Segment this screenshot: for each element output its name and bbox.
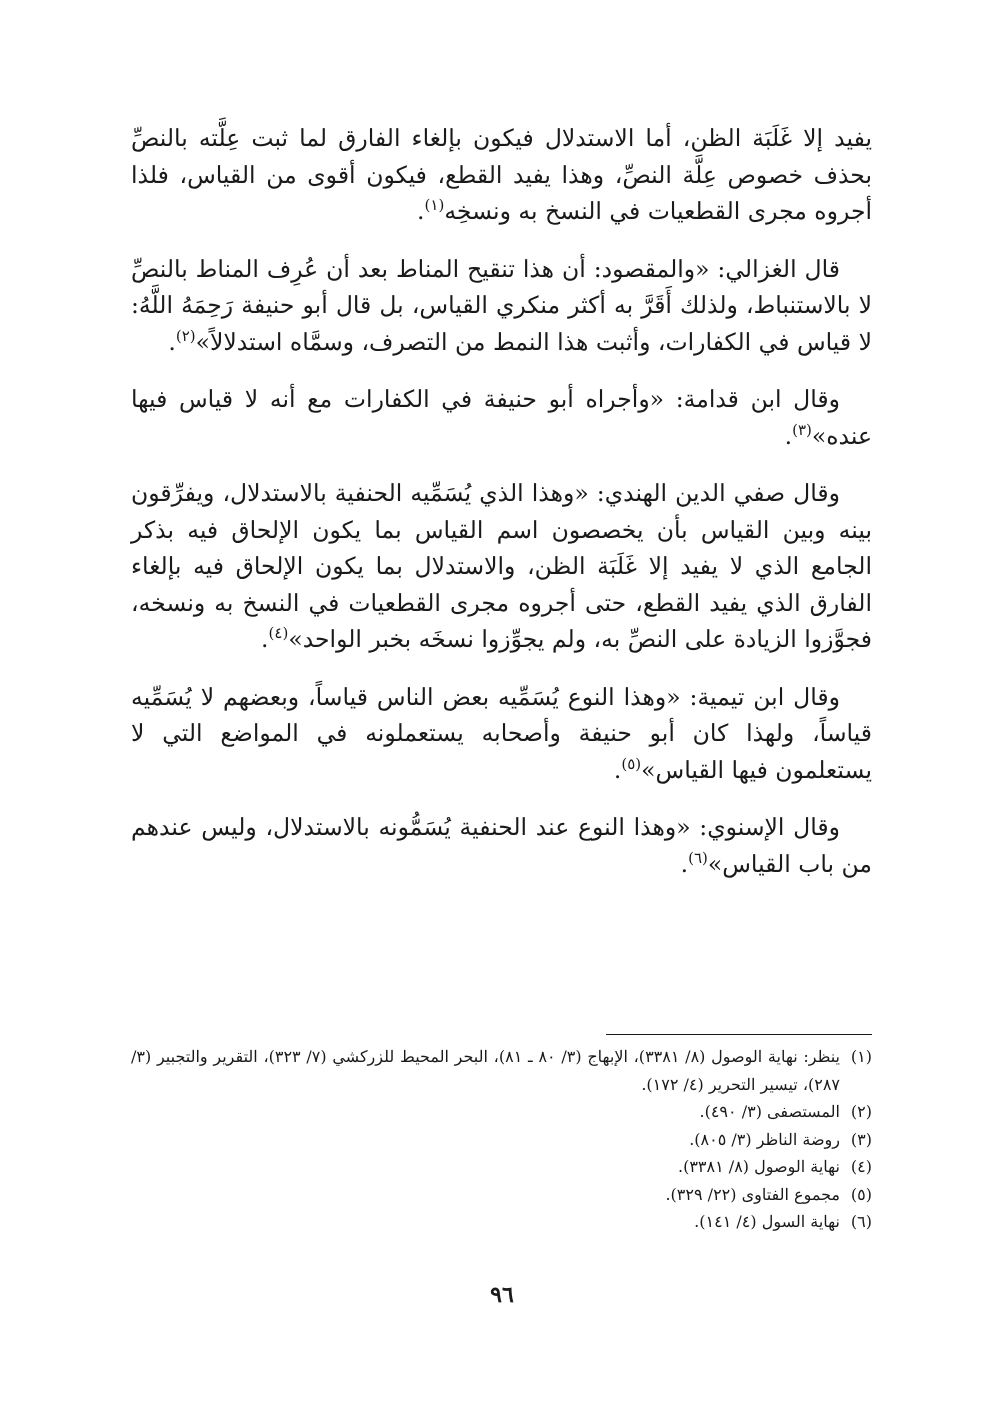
footnote-6 <box>131 1208 872 1236</box>
paragraph-text: وقال صفي الدين الهندي: «وهذا الذي يُسَمِّيه الحنفية بالاستدلال، ويفرِّقون بينه وبين القياس بأن يخصصون اسم القياس بما يكون الإلحاق فيه بذكر الجامع الذي لا يفيد إلا غَلَبَة الظن، والاستدلال بما يكون الإلحاق فيه بإلغاء الفارق الذي يفيد القطع، حتى أجروه مجرى القطعيات في النسخ به ونسخه، فجوَّزوا الزيادة على النصِّ به، ولم يجوِّزوا نسخَه بخبر الواحد» <box>131 479 873 653</box>
paragraph-end-mark: . <box>613 755 622 784</box>
footnote-text: المستصفى (٣/ ٤٩٠). <box>699 1102 840 1121</box>
footnote-number: (٤) <box>850 1157 872 1176</box>
paragraph-text: يفيد إلا غَلَبَة الظن، أما الاستدلال فيكون بإلغاء الفارق لما ثبت عِلَّته بالنصِّ بحذف خصوص عِلَّة النصِّ، وهذا يفيد القطع، فيكون أقوى من القياس، فلذا أجروه مجرى القطعيات في النسخ به ونسخِه <box>131 124 872 225</box>
footnote-reference: (٦) <box>688 848 708 867</box>
paragraph-2 <box>131 251 872 361</box>
paragraph-6 <box>131 809 872 882</box>
footnote-number: (٥) <box>850 1184 872 1204</box>
footnote-3 <box>131 1126 872 1154</box>
footnote-4 <box>131 1153 872 1181</box>
footnote-5 <box>131 1181 872 1209</box>
paragraph-text: وقال ابن قدامة: «وأجراه أبو حنيفة في الكفارات مع أنه لا قياس فيها عنده» <box>131 385 872 450</box>
footnote-1 <box>131 1043 872 1098</box>
footnote-number: (٢) <box>850 1102 872 1121</box>
footnote-text: مجموع الفتاوى (٢٢/ ٣٢٩). <box>665 1184 840 1204</box>
paragraph-text: قال الغزالي: «والمقصود: أن هذا تنقيح المناط بعد أن عُرِف المناط بالنصِّ لا بالاستنباط، ولذلك أَقَرَّ به أكثر منكري القياس، بل قال أبو حنيفة رَحِمَهُ اللَّهُ: لا قياس في الكفارات، وأثبت هذا النمط من التصرف، وسمَّاه استدلالاً» <box>131 254 872 356</box>
paragraph-end-mark: . <box>417 197 425 225</box>
paragraph-end-mark: . <box>261 625 269 653</box>
paragraph-text: وقال ابن تيمية: «وهذا النوع يُسَمِّيه بعض الناس قياساً، وبعضهم لا يُسَمِّيه قياساً، ولهذا كان أبو حنيفة وأصحابه يستعملونه في المواضع التي لا يستعلمون فيها القياس» <box>131 682 872 784</box>
footnote-number: (١) <box>850 1047 872 1066</box>
footnote-number: (٣) <box>850 1129 872 1149</box>
paragraph-end-mark: . <box>168 327 176 356</box>
paragraph-1 <box>131 120 872 230</box>
footnote-reference: (٣) <box>792 420 812 439</box>
footnote-text: روضة الناظر (٣/ ٨٠٥). <box>689 1129 840 1149</box>
footnotes <box>131 1043 872 1236</box>
footnote-text: نهاية السول (٤/ ١٤١). <box>694 1212 840 1231</box>
main-text <box>131 120 872 903</box>
footnote-number: (٦) <box>850 1212 872 1231</box>
footnote-separator <box>606 1034 872 1035</box>
footnote-reference: (١) <box>424 196 445 214</box>
page-number: ٩٦ <box>490 1282 514 1308</box>
footnote-reference: (٥) <box>621 754 642 773</box>
paragraph-4 <box>131 475 872 658</box>
footnote-reference: (٢) <box>175 326 196 345</box>
paragraph-end-mark: . <box>680 849 689 878</box>
footnote-reference: (٤) <box>268 624 289 642</box>
paragraph-text: وقال الإسنوي: «وهذا النوع عند الحنفية يُسَمُّونه بالاستدلال، وليس عندهم من باب القياس» <box>131 813 872 878</box>
footnote-text: نهاية الوصول (٨/ ٣٣٨١). <box>678 1157 840 1176</box>
footnote-text: ينظر: نهاية الوصول (٨/ ٣٣٨١)، الإبهاج (٣/ ٨٠ ـ ٨١)، البحر المحيط للزركشي (٧/ ٣٢٣)، التقرير والتجبير (٣/ ٢٨٧)، تيسير التحرير (٤/ ١٧٢). <box>131 1047 841 1094</box>
footnote-2 <box>131 1098 872 1126</box>
paragraph-5 <box>131 679 872 789</box>
paragraph-end-mark: . <box>784 421 793 450</box>
paragraph-3 <box>131 381 872 454</box>
